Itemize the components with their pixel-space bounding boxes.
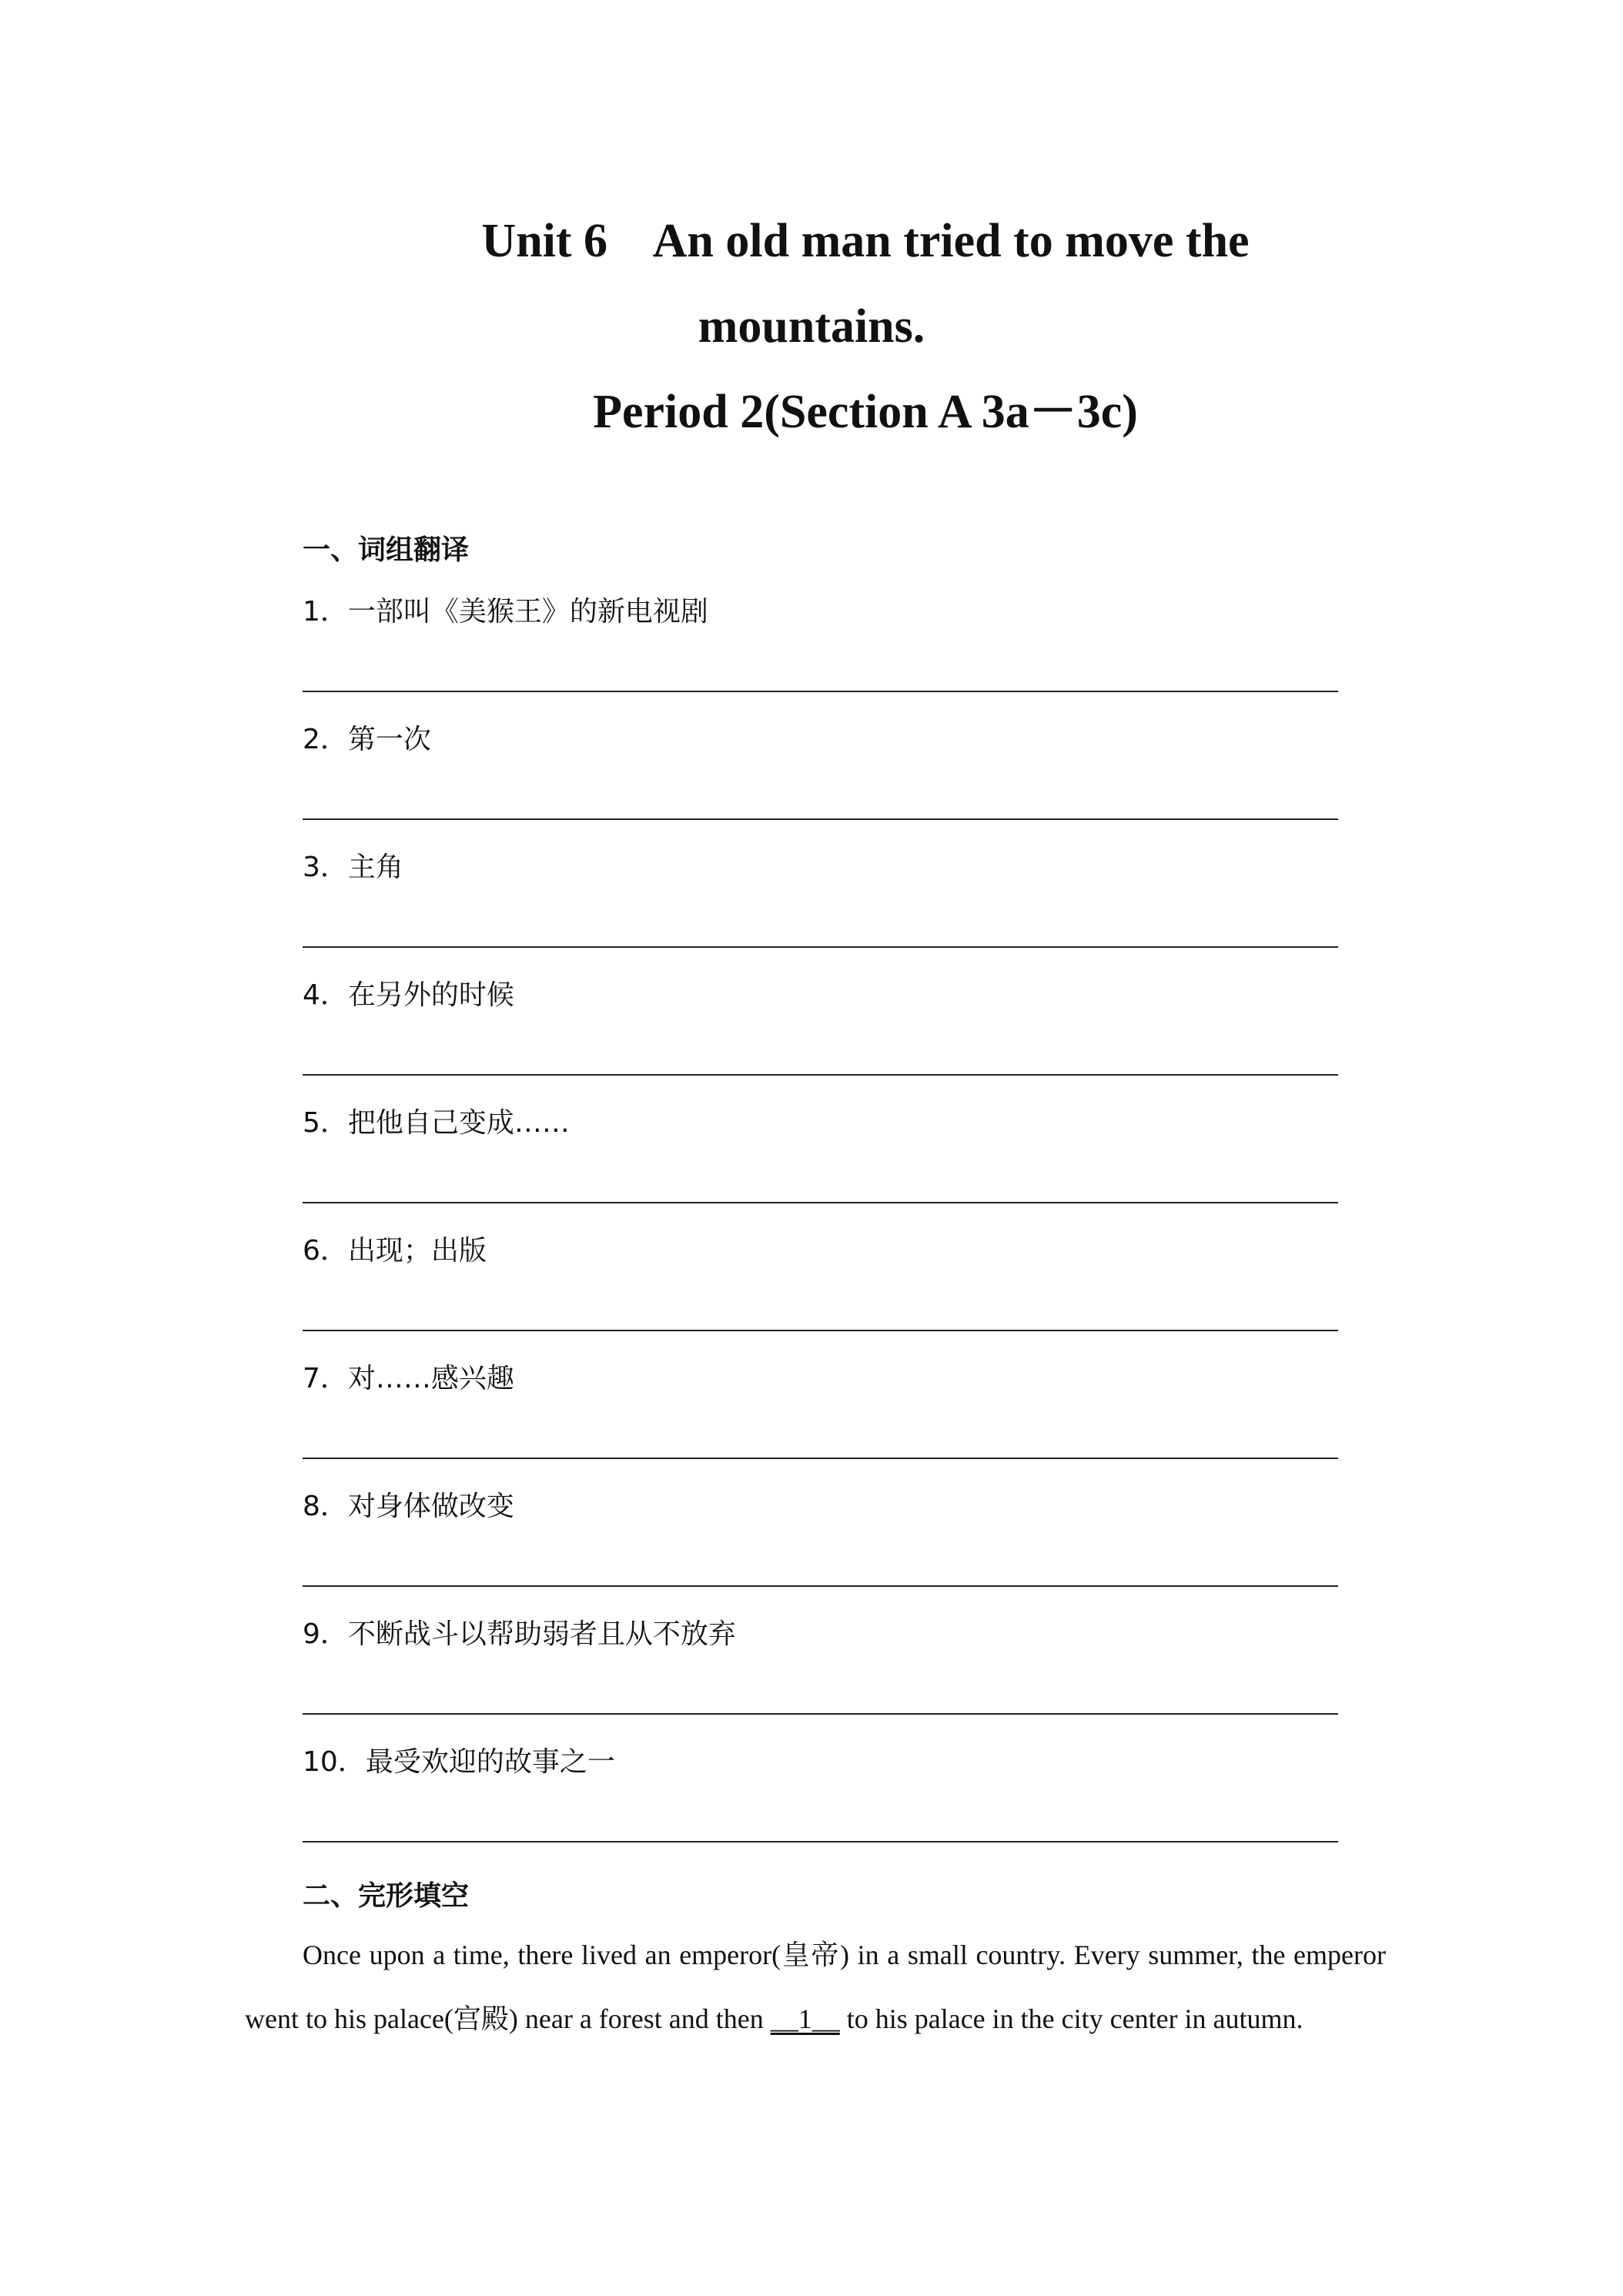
question-item-7 [303, 1360, 514, 1398]
question-number: 6． [303, 1235, 348, 1267]
question-number: 5． [303, 1107, 348, 1139]
cloze-blank-1[interactable]: __1__ [770, 2003, 840, 2034]
answer-line-3[interactable] [303, 946, 1338, 948]
title-line-3: Period 2(Section A 3a－3c) [593, 386, 1138, 438]
title-line-1: Unit 6 An old man tried to move the [481, 215, 1250, 267]
question-item-10 [303, 1743, 615, 1782]
answer-line-2[interactable] [303, 818, 1338, 820]
question-number: 10． [303, 1746, 366, 1778]
question-item-6 [303, 1232, 487, 1270]
question-number: 7． [303, 1363, 348, 1394]
question-number: 4． [303, 979, 348, 1011]
passage-text: to his palace in the city center in autumn. [839, 2003, 1303, 2034]
question-text: 最受欢迎的故事之一 [365, 1746, 615, 1778]
question-text: 对……感兴趣 [347, 1363, 514, 1394]
question-number: 9． [303, 1618, 348, 1650]
question-item-5 [303, 1104, 570, 1143]
question-number: 3． [303, 852, 348, 883]
question-item-2 [303, 721, 431, 759]
answer-line-1[interactable] [303, 691, 1338, 692]
question-text: 第一次 [347, 724, 431, 755]
question-item-9 [303, 1615, 736, 1654]
question-text: 不断战斗以帮助弱者且从不放弃 [347, 1618, 736, 1650]
question-number: 1． [303, 596, 348, 628]
answer-line-4[interactable] [303, 1074, 1338, 1076]
passage-text: Once upon a time, there lived an emperor(皇帝) in a small country. Every summer, the emperor went to his palace(宫殿) near a forest and then [245, 1940, 1386, 2034]
title-line-2: mountains. [698, 300, 925, 353]
question-text: 一部叫《美猴王》的新电视剧 [347, 596, 708, 628]
section-heading-phrase-translation: 一、词组翻译 [303, 534, 470, 566]
question-item-1 [303, 593, 708, 631]
answer-line-7[interactable] [303, 1458, 1338, 1459]
cloze-passage [245, 1923, 1386, 2051]
question-text: 把他自己变成…… [347, 1107, 570, 1139]
answer-line-10[interactable] [303, 1841, 1338, 1842]
question-text: 主角 [347, 852, 403, 883]
answer-line-6[interactable] [303, 1330, 1338, 1331]
question-text: 出现；出版 [347, 1235, 487, 1267]
answer-line-8[interactable] [303, 1585, 1338, 1587]
answer-line-5[interactable] [303, 1202, 1338, 1203]
answer-line-9[interactable] [303, 1713, 1338, 1715]
section-heading-cloze: 二、完形填空 [303, 1880, 470, 1912]
question-number: 8． [303, 1491, 348, 1522]
question-item-8 [303, 1488, 514, 1526]
question-item-3 [303, 848, 403, 887]
question-number: 2． [303, 724, 348, 755]
question-text: 对身体做改变 [347, 1491, 514, 1522]
question-item-4 [303, 976, 514, 1015]
question-text: 在另外的时候 [347, 979, 514, 1011]
